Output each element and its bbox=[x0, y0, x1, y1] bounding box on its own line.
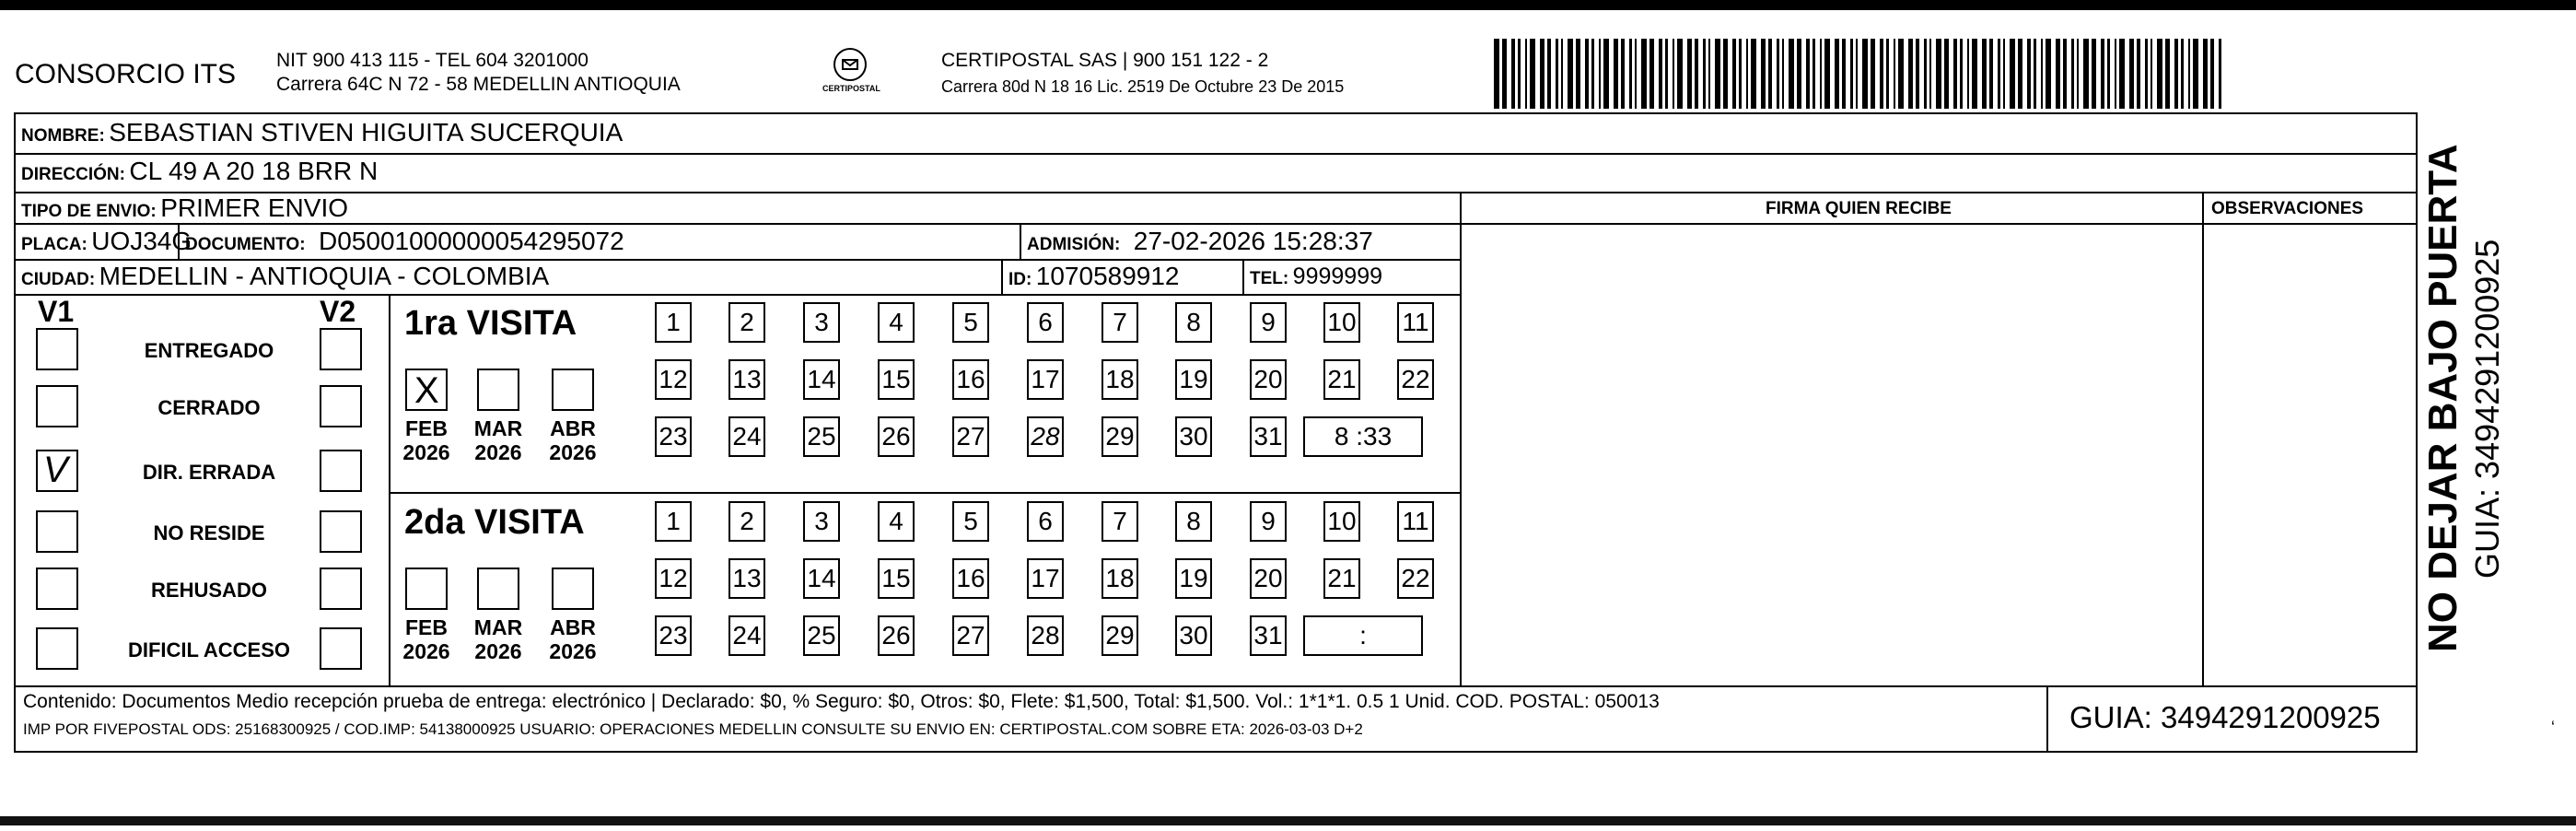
month-label: MAR 2026 bbox=[473, 416, 523, 464]
contenido-text: Contenido: Documentos Medio recepción prueba de entrega: electrónico | Declarado: $0, % Seguro: $0, Otros: $0, Flete: $1,500, Total: $1,500. Vol.: 1*1*1. 0.5 1 Unid. COD. POSTAL: 050013 bbox=[23, 691, 1660, 712]
row-divider bbox=[16, 223, 2416, 225]
day-box[interactable]: 15 bbox=[878, 359, 915, 400]
row-divider bbox=[16, 153, 2416, 155]
v1-checkbox[interactable] bbox=[36, 385, 78, 427]
day-box[interactable]: 2 bbox=[729, 501, 765, 542]
day-box[interactable]: 28 bbox=[1027, 416, 1064, 457]
observaciones-label: OBSERVACIONES bbox=[2211, 199, 2364, 218]
day-box[interactable]: 13 bbox=[729, 359, 765, 400]
time-box[interactable]: : bbox=[1303, 615, 1423, 656]
admision-label: ADMISIÓN: bbox=[1027, 235, 1121, 254]
id-field bbox=[1008, 262, 1180, 291]
day-box[interactable]: 17 bbox=[1027, 359, 1064, 400]
day-box[interactable]: 19 bbox=[1175, 558, 1212, 599]
direccion-label: DIRECCIÓN: bbox=[21, 165, 125, 184]
day-box[interactable]: 5 bbox=[952, 302, 989, 343]
day-box[interactable]: 3 bbox=[803, 302, 840, 343]
v2-checkbox[interactable] bbox=[320, 510, 362, 553]
day-box[interactable]: 5 bbox=[952, 501, 989, 542]
bottom-border-band bbox=[0, 816, 2576, 825]
day-box[interactable]: 31 bbox=[1250, 416, 1287, 457]
direccion-row bbox=[21, 157, 378, 186]
month-label: ABR 2026 bbox=[549, 615, 597, 663]
nombre-row bbox=[21, 118, 623, 147]
v1-checkbox[interactable] bbox=[36, 568, 78, 610]
day-box[interactable]: 17 bbox=[1027, 558, 1064, 599]
admision-value: 27-02-2026 15:28:37 bbox=[1133, 227, 1373, 255]
status-option-label: NO RESIDE bbox=[153, 521, 265, 544]
day-box[interactable]: 21 bbox=[1323, 359, 1360, 400]
id-label: ID: bbox=[1008, 270, 1032, 289]
ciudad-label: CIUDAD: bbox=[21, 270, 96, 289]
day-box[interactable]: 28 bbox=[1027, 615, 1064, 656]
status-option-label: CERRADO bbox=[157, 396, 261, 419]
day-box[interactable]: 20 bbox=[1250, 558, 1287, 599]
v2-checkbox[interactable] bbox=[320, 627, 362, 670]
day-box[interactable]: 16 bbox=[952, 558, 989, 599]
v1-checkbox[interactable] bbox=[36, 627, 78, 670]
tel-field bbox=[1250, 263, 1382, 290]
direccion-value: CL 49 A 20 18 BRR N bbox=[129, 157, 379, 185]
tipo-label: TIPO DE ENVIO: bbox=[21, 202, 157, 221]
month-checkbox[interactable] bbox=[477, 369, 519, 411]
status-option-label: DIFICIL ACCESO bbox=[127, 638, 290, 661]
day-box[interactable]: 1 bbox=[655, 501, 692, 542]
day-box[interactable]: 24 bbox=[729, 615, 765, 656]
v1-checkbox[interactable] bbox=[36, 328, 78, 370]
x-mark: X bbox=[414, 370, 439, 411]
status-option-label: REHUSADO bbox=[151, 579, 267, 602]
day-box[interactable]: 9 bbox=[1250, 501, 1287, 542]
time-box[interactable]: 8 :33 bbox=[1303, 416, 1423, 457]
side-guia-text: GUIA: 3494291200925 bbox=[2468, 239, 2506, 579]
carrier-name: CERTIPOSTAL SAS | 900 151 122 - 2 bbox=[941, 50, 1269, 71]
day-box[interactable]: 26 bbox=[878, 416, 915, 457]
documento-field bbox=[185, 227, 624, 256]
v2-checkbox[interactable] bbox=[320, 385, 362, 427]
day-box[interactable]: 24 bbox=[729, 416, 765, 457]
v2-checkbox[interactable] bbox=[320, 450, 362, 492]
day-box[interactable]: 11 bbox=[1397, 302, 1434, 343]
documento-label: DOCUMENTO: bbox=[185, 235, 306, 254]
day-box[interactable]: 14 bbox=[803, 359, 840, 400]
status-divider bbox=[389, 294, 390, 685]
day-box[interactable]: 25 bbox=[803, 416, 840, 457]
day-box[interactable]: 30 bbox=[1175, 416, 1212, 457]
firma-label: FIRMA QUIEN RECIBE bbox=[1766, 199, 1952, 218]
day-box[interactable]: 12 bbox=[655, 558, 692, 599]
month-checkbox[interactable] bbox=[405, 568, 448, 610]
ciudad-field bbox=[21, 262, 549, 291]
company-address: Carrera 64C N 72 - 58 MEDELLIN ANTIOQUIA bbox=[276, 74, 681, 95]
day-box[interactable]: 10 bbox=[1323, 501, 1360, 542]
day-box[interactable]: 16 bbox=[952, 359, 989, 400]
day-box[interactable]: 9 bbox=[1250, 302, 1287, 343]
second-visit-title: 2da VISITA bbox=[404, 503, 585, 542]
footer-divider bbox=[16, 685, 2416, 687]
tipo-row bbox=[21, 193, 348, 223]
day-box[interactable]: 8 bbox=[1175, 302, 1212, 343]
day-box[interactable]: 6 bbox=[1027, 501, 1064, 542]
day-box[interactable]: 23 bbox=[655, 416, 692, 457]
day-box[interactable]: 20 bbox=[1250, 359, 1287, 400]
company-nit: NIT 900 413 115 - TEL 604 3201000 bbox=[276, 50, 589, 71]
day-box[interactable]: 27 bbox=[952, 615, 989, 656]
v2-checkbox[interactable] bbox=[320, 568, 362, 610]
month-checkbox[interactable] bbox=[405, 369, 448, 411]
impresion-text: IMP POR FIVEPOSTAL ODS: 25168300925 / COD.IMP: 54138000925 USUARIO: OPERACIONES MEDELLIN CONSULTE SU ENVIO EN: CERTIPOSTAL.COM SOBRE ETA: 2026-03-03 D+2 bbox=[23, 720, 1363, 738]
v2-label: V2 bbox=[320, 295, 356, 328]
shipping-form bbox=[14, 112, 2418, 753]
ciudad-value: MEDELLIN - ANTIOQUIA - COLOMBIA bbox=[99, 262, 550, 290]
barcode bbox=[1494, 39, 2231, 109]
day-box[interactable]: 25 bbox=[803, 615, 840, 656]
day-box[interactable]: 14 bbox=[803, 558, 840, 599]
day-box[interactable]: 19 bbox=[1175, 359, 1212, 400]
tipo-value: PRIMER ENVIO bbox=[160, 193, 349, 222]
day-box[interactable]: 10 bbox=[1323, 302, 1360, 343]
v1-checkbox[interactable] bbox=[36, 450, 78, 492]
firma-left-border bbox=[1460, 192, 1462, 685]
top-border-band bbox=[0, 0, 2576, 10]
v1-label: V1 bbox=[38, 295, 75, 328]
envelope-icon bbox=[833, 48, 867, 81]
tel-label: TEL: bbox=[1250, 269, 1289, 288]
visit-divider bbox=[389, 492, 1460, 494]
side-notice bbox=[2413, 136, 2570, 661]
stray-mark: ʻ bbox=[2551, 719, 2555, 737]
day-box[interactable]: 12 bbox=[655, 359, 692, 400]
month-label: ABR 2026 bbox=[549, 416, 597, 464]
day-box[interactable]: 26 bbox=[878, 615, 915, 656]
placa-field bbox=[21, 227, 192, 256]
placa-value: UOJ34G bbox=[91, 227, 192, 255]
row-divider bbox=[16, 192, 2416, 193]
documento-value: D05001000000054295072 bbox=[319, 227, 624, 255]
day-box[interactable]: 27 bbox=[952, 416, 989, 457]
guia-box-divider bbox=[2046, 685, 2048, 751]
v2-checkbox[interactable] bbox=[320, 328, 362, 370]
row-divider bbox=[16, 294, 1460, 296]
day-box[interactable]: 29 bbox=[1102, 416, 1138, 457]
day-box[interactable]: 2 bbox=[729, 302, 765, 343]
month-label: FEB 2026 bbox=[402, 615, 450, 663]
observaciones-left-border bbox=[2202, 192, 2204, 685]
day-box[interactable]: 6 bbox=[1027, 302, 1064, 343]
guia-footer: GUIA: 3494291200925 bbox=[2069, 700, 2381, 734]
status-option-label: ENTREGADO bbox=[144, 339, 274, 362]
day-box[interactable]: 18 bbox=[1102, 558, 1138, 599]
month-checkbox[interactable] bbox=[552, 369, 594, 411]
day-box[interactable]: 29 bbox=[1102, 615, 1138, 656]
first-visit-title: 1ra VISITA bbox=[404, 304, 577, 343]
day-box[interactable]: 1 bbox=[655, 302, 692, 343]
month-label: MAR 2026 bbox=[473, 615, 523, 663]
placa-label: PLACA: bbox=[21, 235, 87, 254]
tel-divider bbox=[1242, 259, 1244, 294]
nombre-label: NOMBRE: bbox=[21, 126, 105, 146]
day-box[interactable]: 31 bbox=[1250, 615, 1287, 656]
carrier-address: Carrera 80d N 18 16 Lic. 2519 De Octubre 23 De 2015 bbox=[941, 77, 1345, 96]
nombre-value: SEBASTIAN STIVEN HIGUITA SUCERQUIA bbox=[109, 118, 624, 146]
day-box[interactable]: 4 bbox=[878, 302, 915, 343]
day-box[interactable]: 22 bbox=[1397, 558, 1434, 599]
day-box[interactable]: 23 bbox=[655, 615, 692, 656]
day-box[interactable]: 22 bbox=[1397, 359, 1434, 400]
day-box[interactable]: 21 bbox=[1323, 558, 1360, 599]
day-box[interactable]: 11 bbox=[1397, 501, 1434, 542]
status-option-label: DIR. ERRADA bbox=[142, 461, 276, 484]
day-box[interactable]: 7 bbox=[1102, 302, 1138, 343]
certipostal-logo bbox=[822, 48, 878, 103]
day-box[interactable]: 15 bbox=[878, 558, 915, 599]
tel-value: 9999999 bbox=[1292, 263, 1382, 289]
day-box[interactable]: 3 bbox=[803, 501, 840, 542]
month-checkbox[interactable] bbox=[477, 568, 519, 610]
day-box[interactable]: 4 bbox=[878, 501, 915, 542]
v1-checkbox[interactable] bbox=[36, 510, 78, 553]
no-dejar-text: NO DEJAR BAJO PUERTA bbox=[2420, 144, 2465, 652]
day-box[interactable]: 8 bbox=[1175, 501, 1212, 542]
logo-caption: CERTIPOSTAL bbox=[822, 84, 880, 93]
day-box[interactable]: 18 bbox=[1102, 359, 1138, 400]
admision-divider bbox=[1020, 223, 1021, 259]
id-divider bbox=[1001, 259, 1003, 294]
company-name: CONSORCIO ITS bbox=[15, 59, 237, 89]
month-checkbox[interactable] bbox=[552, 568, 594, 610]
admision-field bbox=[1027, 227, 1373, 256]
month-label: FEB 2026 bbox=[402, 416, 450, 464]
id-value: 1070589912 bbox=[1035, 262, 1180, 290]
day-box[interactable]: 7 bbox=[1102, 501, 1138, 542]
day-box[interactable]: 30 bbox=[1175, 615, 1212, 656]
day-box[interactable]: 13 bbox=[729, 558, 765, 599]
check-mark: V bbox=[43, 450, 68, 490]
